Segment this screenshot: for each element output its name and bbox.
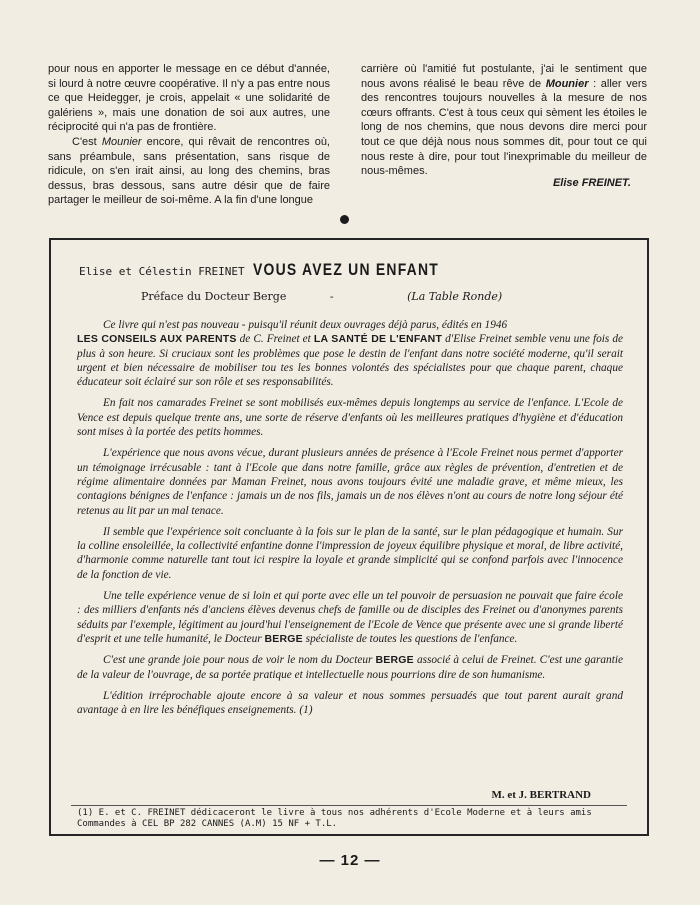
book-ref-1: LES CONSEILS AUX PARENTS [77,333,237,346]
text-run: carrière où l'amitié fut postulante, j'ai le sentiment que nous avons réalisé le beau rêve de [361,63,647,90]
author-name: Mounier [545,77,589,90]
review-paragraph-6 [77,653,623,682]
book-title: VOUS AVEZ UN ENFANT [252,260,439,279]
preface-line [141,290,502,303]
dash: - [329,290,334,303]
review-paragraph-1 [77,318,623,389]
doctor-name: BERGE [264,632,303,645]
book-authors: Elise et Célestin FREINET [79,265,245,278]
footnote-divider [71,805,627,806]
separator-bullet [340,215,349,224]
page-number: — 12 — [319,852,381,869]
text-run: : aller vers des rencontres toujours nouvelles à la mesure de nos cœurs offrants. C'est à tous ceux qui sèment les étoiles le long de nos chemins, que nous devons dire merci pour tout ce que déjà nous nous sommes dit, pour tout ce qui nous reste à dire, pour tout l'inexprimable du meilleur de nous-mêmes. [361,77,648,178]
left-paragraph-2 [48,135,330,208]
review-paragraph-5 [77,589,623,646]
right-paragraph-1 [361,62,647,179]
text-run: d'Elise Freinet semble venu une fois de plus à son heure. Si cruciaux sont les problèmes que pose le destin de l'enfant dans notre société moderne, qu'il serait urgent et bien nécessaire de mobiliser tou tes les bonnes volontés des spécialistes pour que chaque parent, chaque éducateur soit éclairé sur son rôle et ses responsabilités. [77,333,623,389]
text-run: C'est une grande joie pour nous de voir le nom du Docteur [103,654,376,667]
book-review-box [49,238,649,836]
text-run: encore, qui rêvait de rencontres où, sans préambule, sans présentation, sans risque de ridicule, on s'en irait ainsi, au long des chemins, bras dessus, bras dessous, sans autre désir que de faire partager le meilleur de soi-même. A la fin d'une longue [48,135,330,207]
text-run: associé à celui de Freinet. C'est une garantie de la valeur de l'ouvrage, de sa portée pratique et intellectuelle nous pourrions dire de son humanisme. [77,654,623,681]
left-paragraph-1: pour nous en apporter le message en ce début d'année, si lourd à notre œuvre coopérative. Il n'y a pas entre nous ce que Heidegger, je crois, appelait « une solidarité de galériens », mais une donation de soi aux autres, une réciprocité qui n'a pas de frontière. [48,63,330,134]
text-run: C'est [72,135,102,148]
text-run: Ce livre qui n'est pas nouveau - puisqu'il réunit deux ouvrages déjà parus, édités en 1946 [103,319,508,331]
footnote: (1) E. et C. FREINET dédicaceront le livre à tous nos adhérents d'Ecole Moderne et à leurs amis Commandes à CEL BP 282 CANNES (A.M) 15 NF + T.L. [77,808,592,829]
review-heading [79,260,479,280]
review-paragraph-2: En fait nos camarades Freinet se sont mobilisés eux-mêmes depuis longtemps au service de l'enfance. L'Ecole de Vence est depuis quelque trente ans, une sorte de réserve d'enfants où les meilleures pratiques d'hygiène et d'éducation sont mises à la portée des petits hommes. [77,397,623,439]
review-paragraph-7: L'édition irréprochable ajoute encore à sa valeur et nous sommes persuadés que tout parent aurait grand avantage à en lire les bénéfiques enseignements. (1) [77,689,623,717]
review-paragraph-3: L'expérience que nous avons vécue, durant plusieurs années de présence à l'Ecole Freinet nous permet d'apporter un témoignage irrécusable : tant à l'Ecole que dans notre famille, grâce aux règles de prévention, d'entretien et de régime alimentaire données par Maman Freinet, nous avons toujours évité une maladie grave, et même mieux, les contagions bénignes de l'enfance : jamais un de nos fils, jamais un de nos élèves n'ont au cours de notre long séjour été retenus au lit par un mal tenace. [77,447,623,517]
author-name: Mounier [101,135,142,148]
left-column [48,62,330,208]
reviewer-signature: M. et J. BERTRAND [491,789,591,801]
article-signature: Elise FREINET. [552,177,631,189]
text-run: spécialiste de toutes les questions de l'enfance. [302,632,518,645]
review-body [77,318,623,724]
doctor-name: BERGE [375,654,414,667]
review-paragraph-4: Il semble que l'expérience soit concluante à la fois sur le plan de la santé, sur le plan pédagogique et humain. Sur la colline ensoleillée, la collectivité enfantine donne l'impression de joyeux équilibre physique et moral, de libre activité, d'harmonie comme naturelle tant tout ici respire la loyale et grande simplicité qui se confond parfois avec l'innocence de la fonction de vie. [77,525,623,581]
text-run: de C. Freinet et [236,333,314,346]
publisher: (La Table Ronde) [407,290,503,303]
right-column [361,62,647,179]
preface-text: Préface du Docteur Berge [141,290,287,303]
book-ref-2: LA SANTÉ DE L'ENFANT [313,333,443,346]
text-run: Une telle expérience venue de si loin et qui porte avec elle un tel pouvoir de persuasion ne pouvait que faire école : des milliers d'enfants nés d'anciens élèves devenus chefs de famille ou de disciples des Freinet ou d'anonymes parents séduits par l'exemple, légitiment au jourd'hui l'enseignement de l'Ecole de Vence que présente avec une si grande liberté d'esprit et une telle humanité, le Docteur [77,590,623,645]
